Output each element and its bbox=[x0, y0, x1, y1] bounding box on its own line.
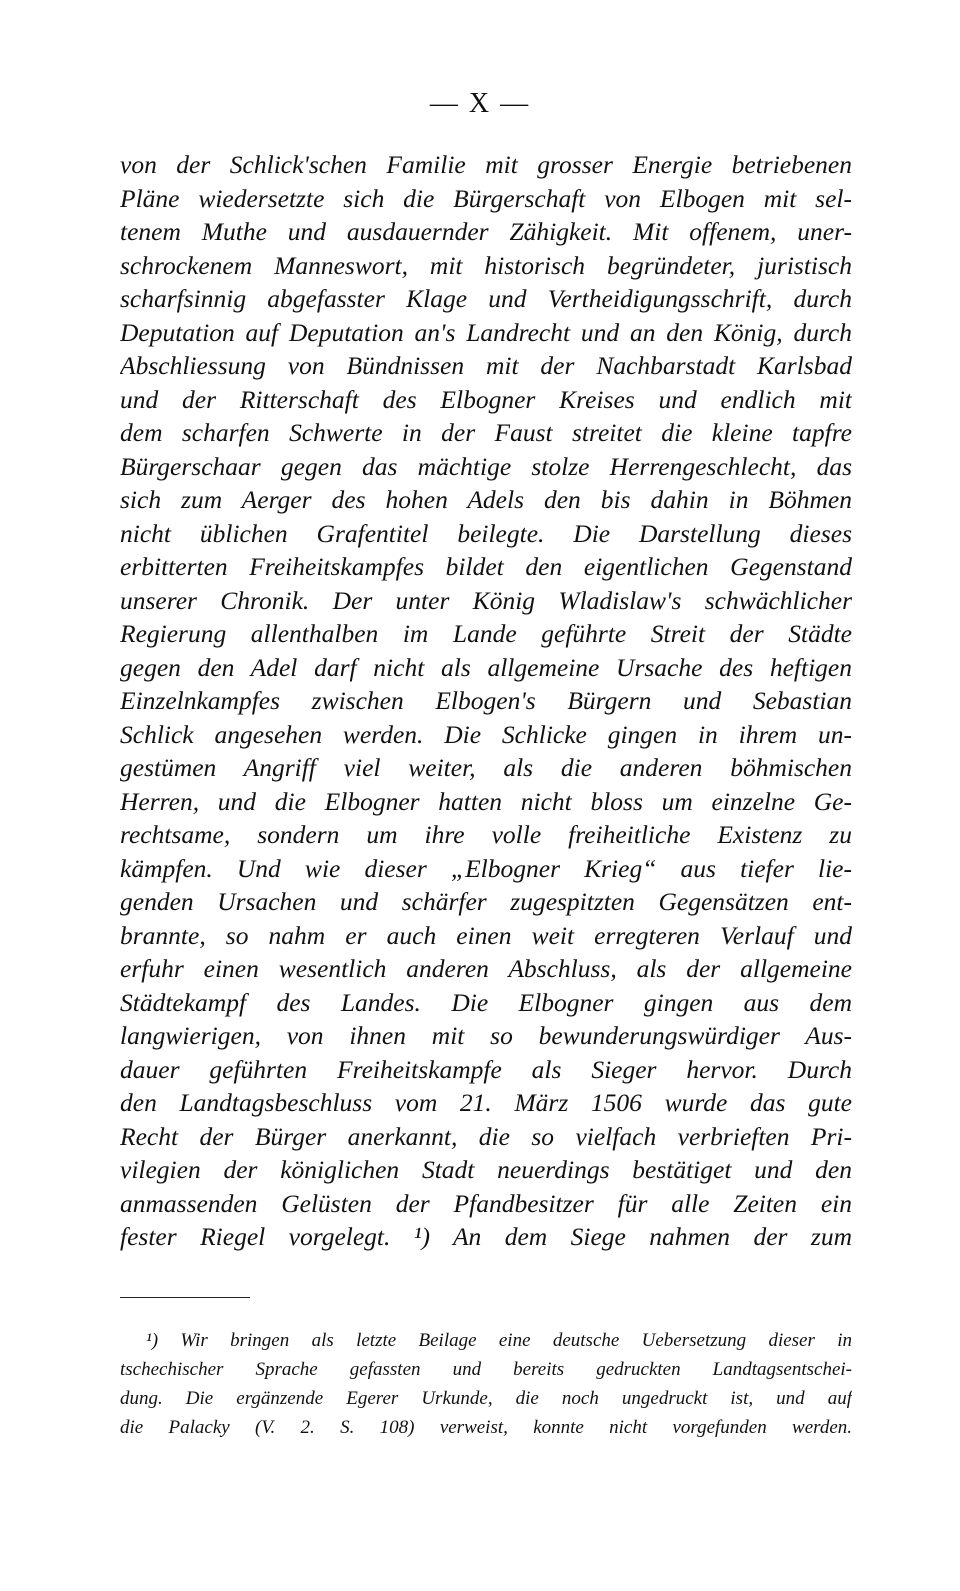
footnote-line: die Palacky (V. 2. S. 108) verweist, konnte nicht vorgefunden werden. bbox=[120, 1417, 852, 1438]
footnote-line: dung. Die ergänzende Egerer Urkunde, die noch ungedruckt ist, und auf bbox=[120, 1388, 852, 1409]
text-line: scharfsinnig abgefasster Klage und Vertheidigungsschrift, durch bbox=[120, 284, 852, 313]
text-line: Herren, und die Elbogner hatten nicht bloss um einzelne Ge- bbox=[120, 786, 852, 816]
text-line: erfuhr einen wesentlich anderen Abschluss, als der allgemeine bbox=[120, 954, 852, 983]
text-line: Regierung allenthalben im Lande geführte Streit der Städte bbox=[120, 619, 852, 648]
text-line: dem scharfen Schwerte in der Faust streitet die kleine tapfre bbox=[120, 418, 852, 447]
text-line: Bürgerschaar gegen das mächtige stolze Herrengeschlecht, das bbox=[120, 451, 852, 481]
text-line: den Landtagsbeschluss vom 21. März 1506 wurde das gute bbox=[120, 1088, 852, 1117]
text-line: Einzelnkampfes zwischen Elbogen's Bürgern und Sebastian bbox=[120, 686, 852, 715]
text-line: Städtekampf des Landes. Die Elbogner gingen aus dem bbox=[120, 987, 852, 1017]
main-text-block bbox=[120, 148, 852, 1254]
text-line: Abschliessung von Bündnissen mit der Nachbarstadt Karlsbad bbox=[120, 351, 852, 380]
text-line: Deputation auf Deputation an's Landrecht und an den König, durch bbox=[120, 317, 852, 347]
footnote-separator bbox=[120, 1297, 250, 1298]
text-line: erbitterten Freiheitskampfes bildet den eigentlichen Gegenstand bbox=[120, 552, 852, 581]
text-line: sich zum Aerger des hohen Adels den bis dahin in Böhmen bbox=[120, 485, 852, 514]
text-line: Schlick angesehen werden. Die Schlicke gingen in ihrem un- bbox=[120, 719, 852, 749]
text-line: Recht der Bürger anerkannt, die so vielfach verbrieften Pri- bbox=[120, 1121, 852, 1151]
text-line: brannte, so nahm er auch einen weit erregteren Verlauf und bbox=[120, 920, 852, 950]
text-line: Pläne wiedersetzte sich die Bürgerschaft von Elbogen mit sel- bbox=[120, 183, 852, 213]
text-line: genden Ursachen und schärfer zugespitzten Gegensätzen ent- bbox=[120, 887, 852, 916]
text-line: rechtsame, sondern um ihre volle freiheitliche Existenz zu bbox=[120, 820, 852, 849]
text-line: kämpfen. Und wie dieser „Elbogner Krieg“ aus tiefer lie- bbox=[120, 853, 852, 883]
text-line: langwierigen, von ihnen mit so bewunderungswürdiger Aus- bbox=[120, 1021, 852, 1050]
text-line: von der Schlick'schen Familie mit grosser Energie betriebenen bbox=[120, 150, 852, 179]
text-line: vilegien der königlichen Stadt neuerdings bestätiget und den bbox=[120, 1155, 852, 1184]
text-line: gegen den Adel darf nicht als allgemeine Ursache des heftigen bbox=[120, 652, 852, 682]
text-line: gestümen Angriff viel weiter, als die anderen böhmischen bbox=[120, 753, 852, 782]
footnote-line: ¹) Wir bringen als letzte Beilage eine deutsche Uebersetzung dieser in bbox=[146, 1330, 852, 1351]
text-line: anmassenden Gelüsten der Pfandbesitzer für alle Zeiten ein bbox=[120, 1188, 852, 1218]
text-line: dauer geführten Freiheitskampfe als Sieger hervor. Durch bbox=[120, 1054, 852, 1084]
text-line: tenem Muthe und ausdauernder Zähigkeit. Mit offenem, uner- bbox=[120, 217, 852, 246]
page-number: — X — bbox=[429, 88, 531, 119]
text-line: schrockenem Manneswort, mit historisch begründeter, juristisch bbox=[120, 250, 852, 280]
text-line: fester Riegel vorgelegt. ¹) An dem Siege nahmen der zum bbox=[120, 1222, 852, 1251]
footnote-block bbox=[120, 1326, 852, 1442]
footnote-line: tschechischer Sprache gefassten und bereits gedruckten Landtagsentschei- bbox=[120, 1359, 852, 1380]
text-line: nicht üblichen Grafentitel beilegte. Die Darstellung dieses bbox=[120, 518, 852, 548]
text-line: und der Ritterschaft des Elbogner Kreises und endlich mit bbox=[120, 384, 852, 414]
text-line: unserer Chronik. Der unter König Wladislaw's schwächlicher bbox=[120, 585, 852, 615]
